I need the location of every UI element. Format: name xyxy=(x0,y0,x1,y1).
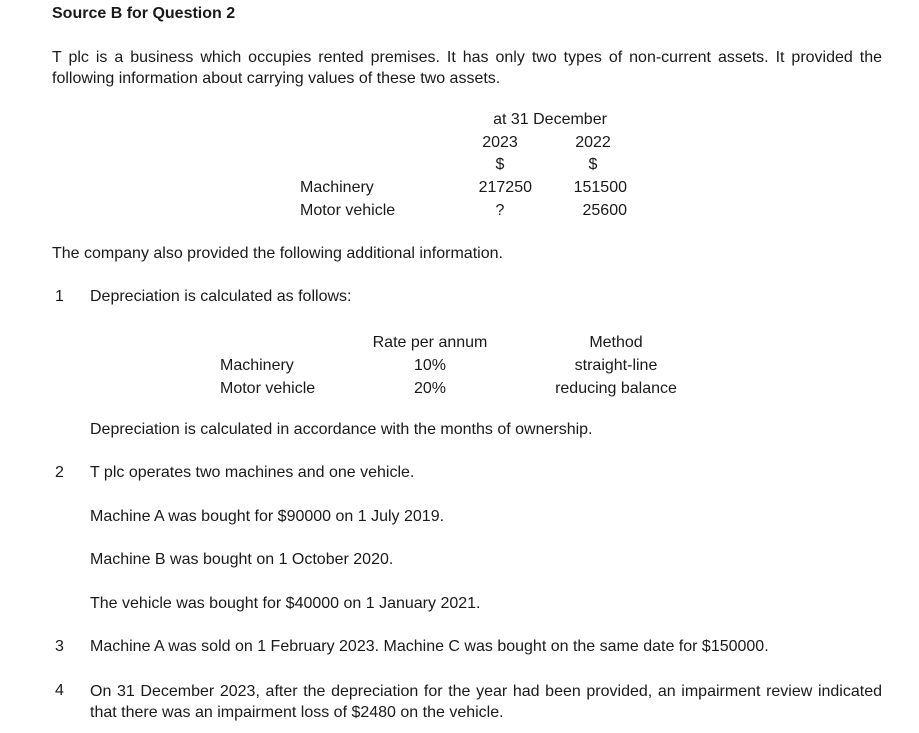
motor-vehicle-2023-value: ? xyxy=(495,202,505,219)
machine-a-purchase: Machine A was bought for $90000 on 1 July 2019. xyxy=(90,508,445,525)
dep-machinery-method: straight-line xyxy=(574,357,658,374)
item-3-number: 3 xyxy=(55,638,64,655)
dep-motor-vehicle-method: reducing balance xyxy=(555,380,677,397)
year-2023-header: 2023 xyxy=(482,134,518,151)
dep-motor-vehicle-rate: 20% xyxy=(413,380,447,397)
item-3-text: Machine A was sold on 1 February 2023. Machine C was bought on the same date for $150000. xyxy=(90,638,769,655)
carrying-values-header: at 31 December xyxy=(493,111,607,128)
dep-machinery-rate: 10% xyxy=(413,357,447,374)
item-4-number: 4 xyxy=(55,682,64,699)
item-1-text: Depreciation is calculated as follows: xyxy=(90,288,352,305)
method-column-header: Method xyxy=(589,334,643,351)
machinery-2023-value: 217250 xyxy=(478,179,532,196)
depreciation-note: Depreciation is calculated in accordance with the months of ownership. xyxy=(90,421,593,438)
machinery-label: Machinery xyxy=(300,179,374,196)
machinery-2022-value: 151500 xyxy=(573,179,627,196)
dep-machinery-label: Machinery xyxy=(220,357,294,374)
item-2-number: 2 xyxy=(55,464,64,481)
item-1-number: 1 xyxy=(55,288,64,305)
item-4-text: On 31 December 2023, after the depreciation for the year had been provided, an impairment review indicated that there was an impairment loss of $2480 on the vehicle. xyxy=(90,683,882,721)
year-2022-header: 2022 xyxy=(575,134,611,151)
vehicle-purchase: The vehicle was bought for $40000 on 1 January 2021. xyxy=(90,595,481,612)
item-2-text: T plc operates two machines and one vehicle. xyxy=(90,464,415,481)
dep-motor-vehicle-label: Motor vehicle xyxy=(220,380,316,397)
rate-column-header: Rate per annum xyxy=(372,334,488,351)
page-heading: Source B for Question 2 xyxy=(52,5,236,22)
currency-2023: $ xyxy=(495,156,505,173)
currency-2022: $ xyxy=(588,156,598,173)
intro-paragraph: T plc is a business which occupies rented premises. It has only two types of non-current assets. It provided the following information about carrying values of these two assets. xyxy=(52,49,882,87)
motor-vehicle-label: Motor vehicle xyxy=(300,202,396,219)
machine-b-purchase: Machine B was bought on 1 October 2020. xyxy=(90,551,394,568)
additional-info-text: The company also provided the following additional information. xyxy=(52,245,503,262)
motor-vehicle-2022-value: 25600 xyxy=(582,202,627,219)
